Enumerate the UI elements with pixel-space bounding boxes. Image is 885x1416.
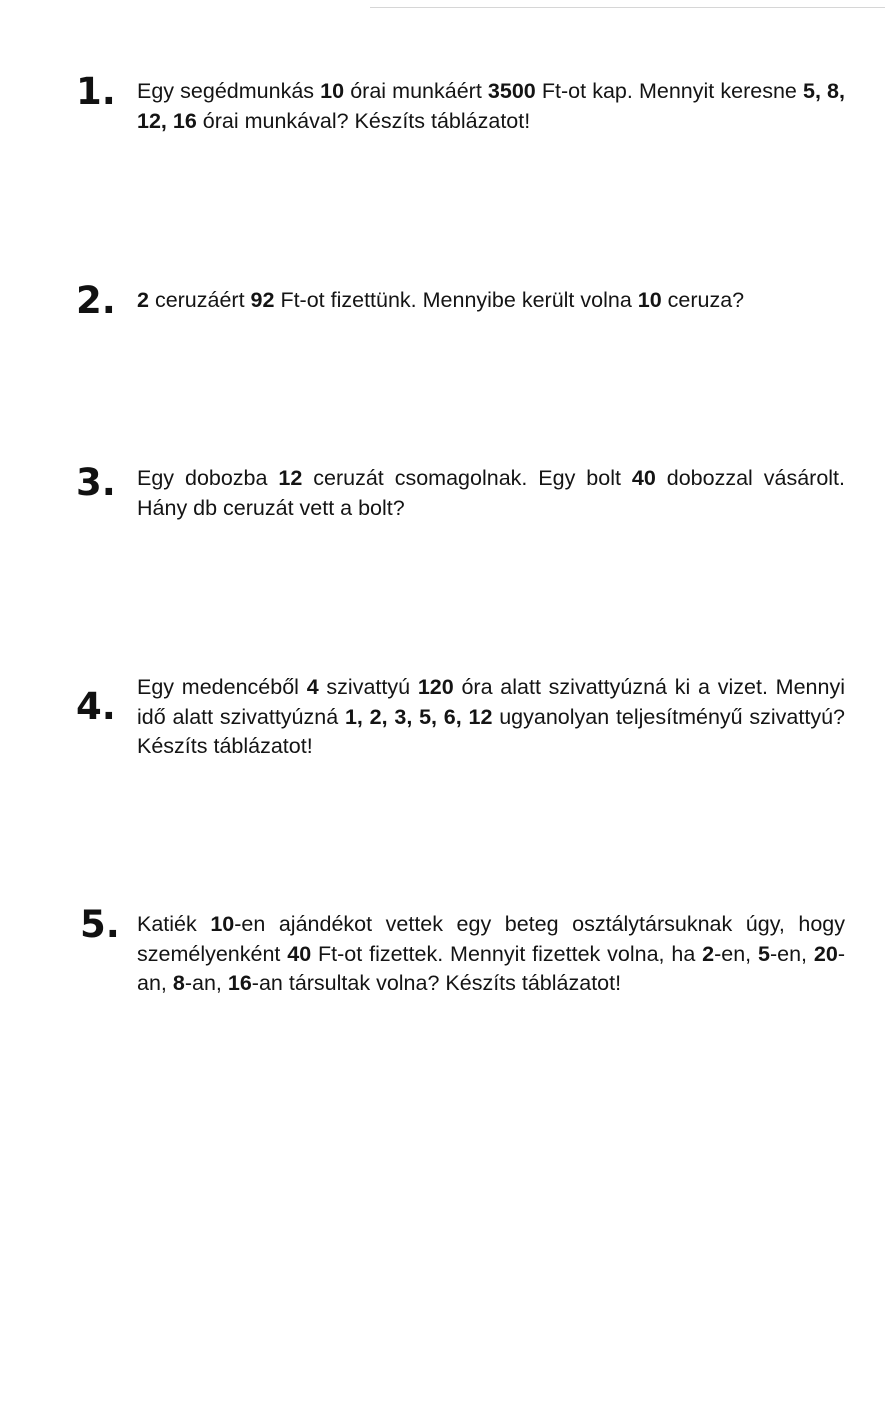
- bold-number: 2: [137, 288, 149, 312]
- bold-number: 92: [250, 288, 275, 312]
- bold-number: 8: [172, 971, 185, 995]
- bold-number: 10: [320, 79, 345, 103]
- problem-number: 4.: [76, 685, 116, 728]
- bold-number: 16: [227, 971, 252, 995]
- text-run: ceruzáért: [148, 288, 251, 312]
- problem-text: [137, 286, 845, 316]
- bold-number: 120: [417, 675, 454, 699]
- text-run: -an,: [184, 971, 228, 995]
- bold-number: 40: [631, 466, 656, 490]
- problem-number: 3.: [76, 461, 116, 504]
- text-run: órai munkáért: [344, 79, 488, 103]
- problem-number: 5.: [80, 903, 120, 946]
- scan-edge-line: [370, 7, 885, 8]
- text-run: -en,: [769, 941, 814, 966]
- problem-text: [137, 464, 845, 523]
- text-run: Ft-ot fizettünk. Mennyibe került volna: [274, 288, 638, 312]
- bold-number: 5: [758, 941, 770, 966]
- text-run: Egy medencéből: [137, 675, 307, 699]
- text-run: ugyanolyan teljesítményű szivattyú? Készíts táblázatot!: [137, 704, 845, 758]
- text-run: -en ajándékot vettek egy beteg osztálytársuknak úgy, hogy személyenként: [137, 912, 845, 966]
- bold-number: 10: [210, 912, 235, 936]
- text-run: ceruzát csomagolnak. Egy bolt: [302, 466, 632, 490]
- problem-text: [137, 77, 845, 136]
- text-run: -an társultak volna? Készíts táblázatot!: [251, 971, 622, 995]
- text-run: dobozzal vásárolt. Hány db ceruzát vett a bolt?: [137, 466, 845, 520]
- bold-number: 10: [637, 288, 662, 312]
- text-run: Ft-ot kap. Mennyit keresne: [535, 79, 803, 103]
- bold-number: 5, 8, 12, 16: [137, 79, 845, 133]
- text-run: Katiék: [137, 912, 211, 936]
- text-run: óra alatt szivattyúzná ki a vizet. Mennyi idő alatt szivattyúzná: [137, 675, 845, 729]
- bold-number: 40: [287, 941, 312, 966]
- problem-text: [137, 910, 845, 999]
- bold-number: 1, 2, 3, 5, 6, 12: [344, 704, 493, 729]
- text-run: Ft-ot fizettek. Mennyit fizettek volna, ha: [311, 941, 703, 966]
- text-run: -an,: [137, 941, 845, 995]
- bold-number: 12: [278, 466, 303, 490]
- bold-number: 3500: [487, 79, 536, 103]
- problem-number: 2.: [76, 279, 116, 322]
- bold-number: 20: [813, 941, 838, 966]
- bold-number: 2: [702, 941, 715, 966]
- text-run: órai munkával? Készíts táblázatot!: [196, 108, 531, 133]
- text-run: -en,: [714, 941, 759, 966]
- text-run: szivattyú: [318, 675, 418, 699]
- problem-number: 1.: [76, 70, 116, 113]
- bold-number: 4: [306, 675, 319, 699]
- text-run: ceruza?: [661, 288, 745, 312]
- text-run: Egy segédmunkás: [137, 79, 321, 103]
- text-run: Egy dobozba: [137, 466, 279, 490]
- problem-text: [137, 673, 845, 762]
